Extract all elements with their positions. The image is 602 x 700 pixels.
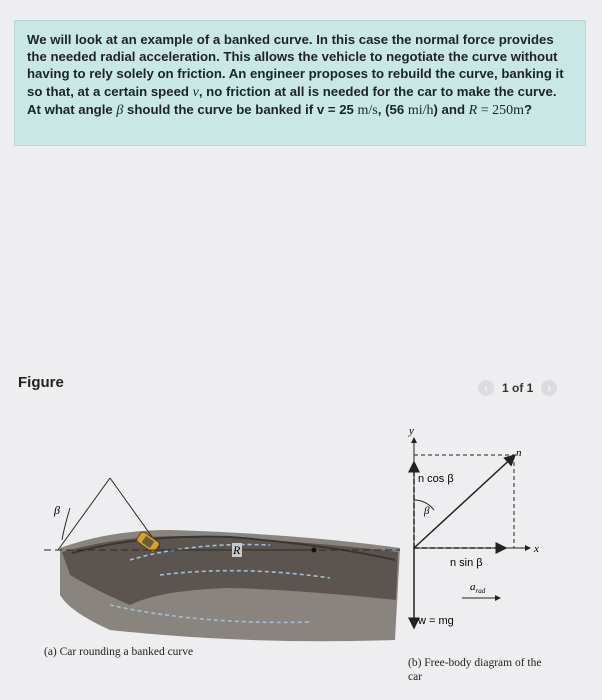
a-rad-symbol: a	[470, 581, 476, 593]
speed-symbol: v	[192, 84, 199, 100]
angle-symbol: β	[116, 102, 124, 118]
beta-angle-label: β	[424, 505, 430, 517]
radius-value: = 250m	[477, 102, 525, 118]
page-count: 1 of 1	[502, 381, 534, 395]
n-cos-beta-label: n cos β	[418, 473, 454, 485]
figure-heading: Figure	[18, 374, 64, 391]
x-axis-label: x	[534, 543, 539, 555]
caption-a: (a) Car rounding a banked curve	[44, 646, 194, 658]
n-sin-beta-label: n sin β	[450, 557, 483, 569]
normal-force-label: n	[516, 447, 522, 459]
figure-pager	[478, 378, 557, 398]
y-axis-label: y	[409, 425, 414, 437]
radius-symbol: R	[468, 102, 478, 118]
free-body-diagram	[408, 425, 539, 628]
problem-statement	[14, 20, 586, 146]
angle-beta-label: β	[54, 503, 60, 517]
problem-text-part: We will look at an example of a banked curve. In this case the normal force provides the needed radial acceleration. This allows the vehicle to negotiate the curve without having to rely solely on friction. An engineer proposes to rebuild the curve, banking it so that, at a certain speed	[27, 32, 564, 99]
next-figure-button[interactable]	[541, 380, 557, 396]
problem-text-part: ) and	[433, 101, 469, 117]
prev-figure-button[interactable]	[478, 380, 494, 396]
problem-text-part: should the curve be banked if v = 25	[123, 101, 358, 117]
problem-text	[27, 31, 573, 119]
problem-text-part: ?	[524, 101, 533, 117]
mph-unit: mi/h	[407, 102, 434, 118]
a-rad-subscript: rad	[475, 587, 486, 595]
problem-text-part: , no friction at all is needed for the car to make the curve. At what angle	[27, 83, 557, 117]
problem-text-part: , (56	[377, 101, 408, 117]
banked-curve-diagram	[44, 478, 400, 641]
caption-b: (b) Free-body diagram of the car	[408, 657, 542, 683]
a-rad-label	[470, 581, 486, 595]
weight-label: w = mg	[418, 615, 454, 627]
radius-r-label: R	[233, 543, 241, 557]
chevron-left-icon: ‹	[484, 381, 488, 395]
figure-illustration	[0, 400, 602, 700]
speed-unit: m/s	[357, 102, 378, 118]
chevron-right-icon: ›	[547, 381, 552, 395]
